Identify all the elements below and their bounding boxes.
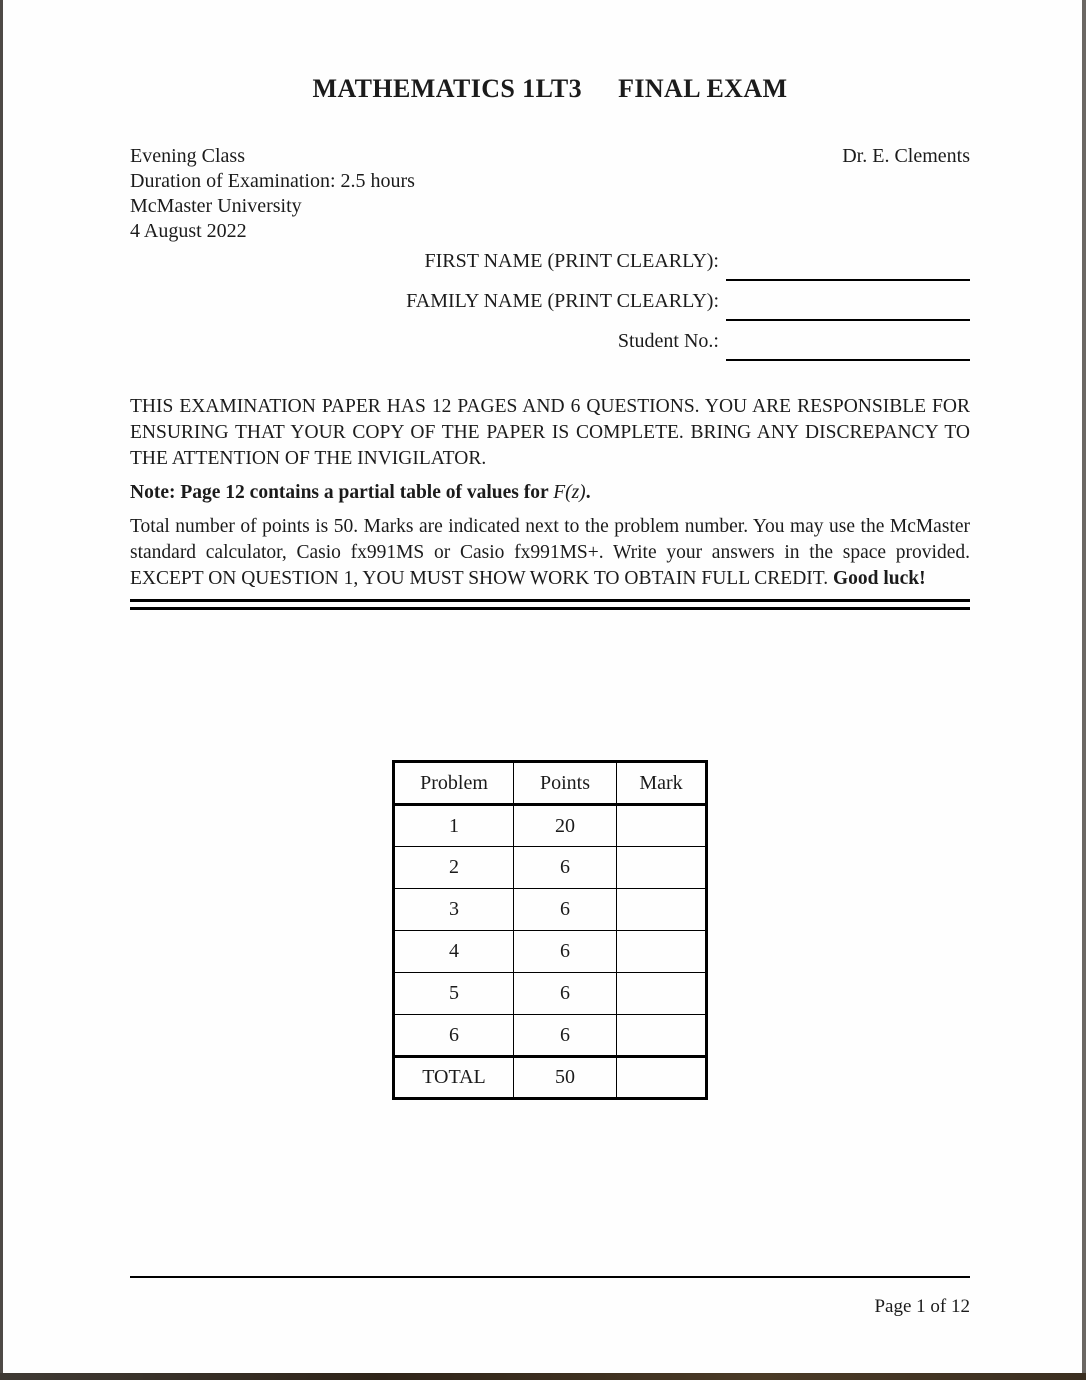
course-title: MATHEMATICS 1LT3 bbox=[312, 74, 583, 103]
table-row bbox=[394, 931, 707, 973]
mark-cell bbox=[617, 973, 707, 1015]
table-row bbox=[394, 1015, 707, 1057]
student-no-row bbox=[130, 330, 970, 370]
page-bottom-edge bbox=[0, 1373, 1086, 1380]
problem-cell: 1 bbox=[394, 805, 514, 847]
table-row bbox=[394, 805, 707, 847]
table-total-row bbox=[394, 1057, 707, 1099]
table-row bbox=[394, 973, 707, 1015]
page-right-edge bbox=[1082, 0, 1086, 1374]
points-instructions-paragraph bbox=[130, 514, 970, 592]
exam-type: FINAL EXAM bbox=[618, 74, 788, 103]
mark-cell bbox=[617, 889, 707, 931]
first-name-row bbox=[130, 250, 970, 290]
first-name-input-line[interactable] bbox=[726, 279, 970, 281]
exam-instructions-paragraph: THIS EXAMINATION PAPER HAS 12 PAGES AND 6 QUESTIONS. YOU ARE RESPONSIBLE FOR ENSURING THAT YOUR COPY OF THE PAPER IS COMPLETE. BRING ANY DISCREPANCY TO THE ATTENTION OF THE INVIGILATOR. bbox=[130, 396, 970, 469]
exam-title bbox=[130, 74, 970, 104]
points-cell: 6 bbox=[514, 889, 617, 931]
problem-cell: 3 bbox=[394, 889, 514, 931]
family-name-label: FAMILY NAME (PRINT CLEARLY): bbox=[406, 290, 719, 312]
section-divider-double-rule bbox=[130, 599, 970, 610]
student-no-input-line[interactable] bbox=[726, 359, 970, 361]
mark-cell bbox=[617, 847, 707, 889]
exam-date: 4 August 2022 bbox=[130, 220, 247, 242]
mark-column-header: Mark bbox=[617, 762, 707, 805]
points-column-header: Points bbox=[514, 762, 617, 805]
institution: McMaster University bbox=[130, 195, 302, 217]
page-left-edge bbox=[0, 0, 3, 1374]
points-cell: 6 bbox=[514, 931, 617, 973]
exam-info-block bbox=[130, 144, 415, 244]
mark-cell bbox=[617, 805, 707, 847]
points-instructions-text: Total number of points is 50. Marks are indicated next to the problem number. You may use the McMaster standard calculator, Casio fx991MS or Casio fx991MS+. Write your answers in the space provided. EXCEPT ON QUESTION 1, YOU MUST SHOW WORK TO OBTAIN FULL CREDIT. bbox=[130, 516, 970, 589]
score-table bbox=[392, 760, 708, 1100]
mark-cell bbox=[617, 931, 707, 973]
page-number: Page 1 of 12 bbox=[874, 1296, 970, 1317]
page-footer bbox=[130, 1276, 970, 1318]
problem-cell: 5 bbox=[394, 973, 514, 1015]
family-name-input-line[interactable] bbox=[726, 319, 970, 321]
table-row bbox=[394, 889, 707, 931]
exam-header bbox=[130, 144, 970, 244]
score-table-header bbox=[394, 762, 707, 805]
table-of-values-note bbox=[130, 480, 970, 506]
problem-cell: 2 bbox=[394, 847, 514, 889]
table-header-row bbox=[394, 762, 707, 805]
score-table-body bbox=[394, 805, 707, 1099]
problem-cell: 6 bbox=[394, 1015, 514, 1057]
note-text: Note: Page 12 contains a partial table of values for bbox=[130, 482, 554, 503]
mark-cell bbox=[617, 1015, 707, 1057]
exam-duration: Duration of Examination: 2.5 hours bbox=[130, 170, 415, 192]
note-period: . bbox=[585, 482, 591, 503]
family-name-row bbox=[130, 290, 970, 330]
points-cell: 20 bbox=[514, 805, 617, 847]
student-no-label: Student No.: bbox=[617, 330, 719, 352]
instructor-name: Dr. E. Clements bbox=[842, 145, 970, 167]
total-label-cell: TOTAL bbox=[394, 1057, 514, 1099]
points-cell: 6 bbox=[514, 1015, 617, 1057]
first-name-label: FIRST NAME (PRINT CLEARLY): bbox=[424, 250, 719, 272]
problem-column-header: Problem bbox=[394, 762, 514, 805]
problem-cell: 4 bbox=[394, 931, 514, 973]
page-content bbox=[130, 0, 970, 1100]
math-function-notation: F(z) bbox=[553, 482, 586, 503]
table-row bbox=[394, 847, 707, 889]
points-cell: 6 bbox=[514, 847, 617, 889]
total-points-cell: 50 bbox=[514, 1057, 617, 1099]
class-session: Evening Class bbox=[130, 145, 245, 167]
total-mark-cell bbox=[617, 1057, 707, 1099]
footer-rule bbox=[130, 1276, 970, 1278]
good-luck-text: Good luck! bbox=[832, 568, 926, 589]
points-cell: 6 bbox=[514, 973, 617, 1015]
student-fields bbox=[130, 250, 970, 370]
